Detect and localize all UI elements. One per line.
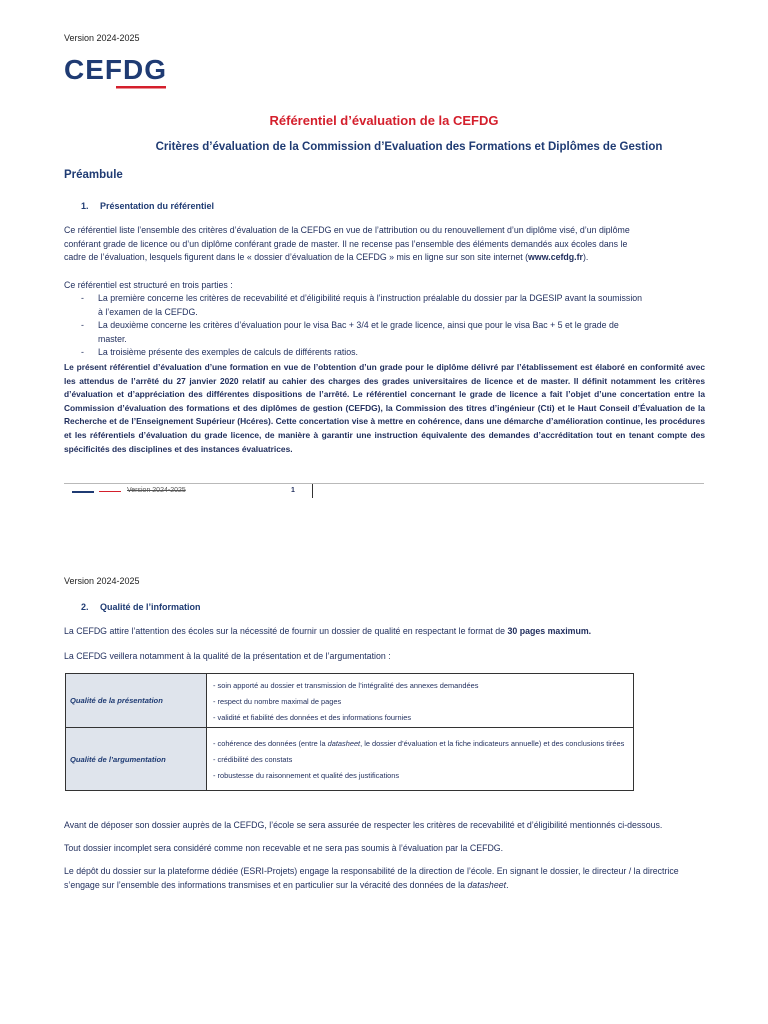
- criteria-label: Qualité de l’argumentation: [66, 728, 207, 791]
- table-row: [66, 674, 634, 728]
- page-number: 1: [291, 487, 295, 494]
- bold-paragraph: Le présent référentiel d’évaluation d’une formation en vue de l’obtention d’un grade pour le diplôme délivré par l’établissement est élaboré en conformité avec les attendus de l’arrêté du 27 janvier 2020 relatif au cahier des charges des grades universitaires de licence et de master. Il définit notamment les critères d’évaluation et d’appréciation des différentes dispositions de l’arrêté. Le référentiel concernant le grade de licence a fait l’objet d’une concertation entre la Commission d’évaluation des formations et des diplômes de gestion (CEFDG), la Commission des titres d’ingénieur (Cti) et le Haut Conseil d’Évaluation de la Recherche et de l’Enseignement Supérieur (Hcéres). Cette concertation vise à mettre en cohérence, dans une démarche d’amélioration continue, les procédures et les référentiels d’évaluation du grade licence, de manière à garantir une instruction équivalente des demandes d’accréditation tout en tenant compte des spécificités des disciplines et des instances évaluatrices.: [64, 362, 705, 454]
- section-heading-1: [81, 201, 214, 211]
- structure-intro: Ce référentiel est structuré en trois parties :: [64, 280, 233, 290]
- criteria-items: - cohérence des données (entre la datasheet, le dossier d’évaluation et la fiche indicateurs annuelle) et des conclusions tirées - crédibilité des constats - robustesse du raisonnement et qualité des justifications: [207, 728, 634, 791]
- footer-accent-red: [99, 491, 121, 492]
- criteria-table: [65, 673, 634, 791]
- cefdg-website-link[interactable]: www.cefdg.fr: [528, 252, 583, 263]
- table-row: [66, 728, 634, 791]
- list-item: - La troisième présente des exemples de calculs de différents ratios.: [64, 346, 714, 360]
- preamble-heading: Préambule: [64, 169, 123, 181]
- intro-line: Ce référentiel liste l’ensemble des critères d’évaluation de la CEFDG en vue de l’attribution ou du renouvellement d’un diplôme visé, d’un diplôme: [64, 225, 630, 235]
- structure-list: [64, 292, 714, 360]
- quality-intro: La CEFDG veillera notamment à la qualité de la présentation et de l’argumentation :: [64, 651, 391, 661]
- document-subtitle: Critères d’évaluation de la Commission d’Evaluation des Formations et Diplômes de Gestion: [155, 141, 663, 153]
- footer-divider: [64, 483, 704, 484]
- footer-version: Version 2024-2025: [127, 487, 186, 494]
- criteria-label: Qualité de la présentation: [66, 674, 207, 728]
- section-title: Qualité de l’information: [100, 602, 201, 612]
- quality-paragraph: La CEFDG attire l’attention des écoles sur la nécessité de fournir un dossier de qualité en respectant le format de 30 pages maximum.: [64, 626, 592, 636]
- list-item: - La première concerne les critères de recevabilité et d’éligibilité requis à l’instruction préalable du dossier par la DGESIP avant la soumission à l’examen de la CEFDG.: [64, 292, 714, 319]
- version-label: Version 2024-2025: [64, 33, 140, 43]
- section-number: 1.: [81, 201, 89, 211]
- intro-line: conférant grade de licence ou d’un diplôme conférant grade de master. Il ne recense pas l’ensemble des éléments demandés aux écoles dans le: [64, 238, 628, 249]
- version-label: Version 2024-2025: [64, 576, 140, 586]
- paragraph-incomplete: Tout dossier incomplet sera considéré comme non recevable et ne sera pas soumis à l’évaluation par la CEFDG.: [64, 843, 504, 853]
- paragraph-admissibility: Avant de déposer son dossier auprès de la CEFDG, l’école se sera assurée de respecter les critères de recevabilité et d’éligibilité mentionnés ci-dessous.: [64, 820, 663, 830]
- section-number: 2.: [81, 602, 89, 612]
- document-title: Référentiel d’évaluation de la CEFDG: [269, 113, 499, 128]
- footer-accent-navy: [72, 491, 94, 493]
- criteria-items: - soin apporté au dossier et transmission de l’intégralité des annexes demandées - respect du nombre maximal de pages - validité et fiabilité des données et des informations fournies: [207, 674, 634, 728]
- section-heading-2: [81, 602, 201, 612]
- list-item: - La deuxième concerne les critères d’évaluation pour le visa Bac + 3/4 et le grade licence, ainsi que pour le visa Bac + 5 et le grade de master.: [64, 319, 714, 346]
- cefdg-logo: [64, 52, 174, 92]
- intro-paragraph: [64, 224, 714, 265]
- intro-line: cadre de l’évaluation, lesquels figurent dans le « dossier d’évaluation de la CEFDG » mis en ligne sur son site internet (www.cefdg.fr).: [64, 252, 589, 263]
- paragraph-submission: Le dépôt du dossier sur la plateforme dédiée (ESRI-Projets) engage la responsabilité de la direction de l’école. En signant le dossier, le directeur / la directrice s’engage sur l’ensemble des informations transmises et en particulier sur la véracité des données de la datasheet.: [64, 866, 679, 890]
- section-title: Présentation du référentiel: [100, 201, 215, 211]
- svg-text:CEFDG: CEFDG: [64, 54, 167, 85]
- footer-separator: [312, 484, 313, 498]
